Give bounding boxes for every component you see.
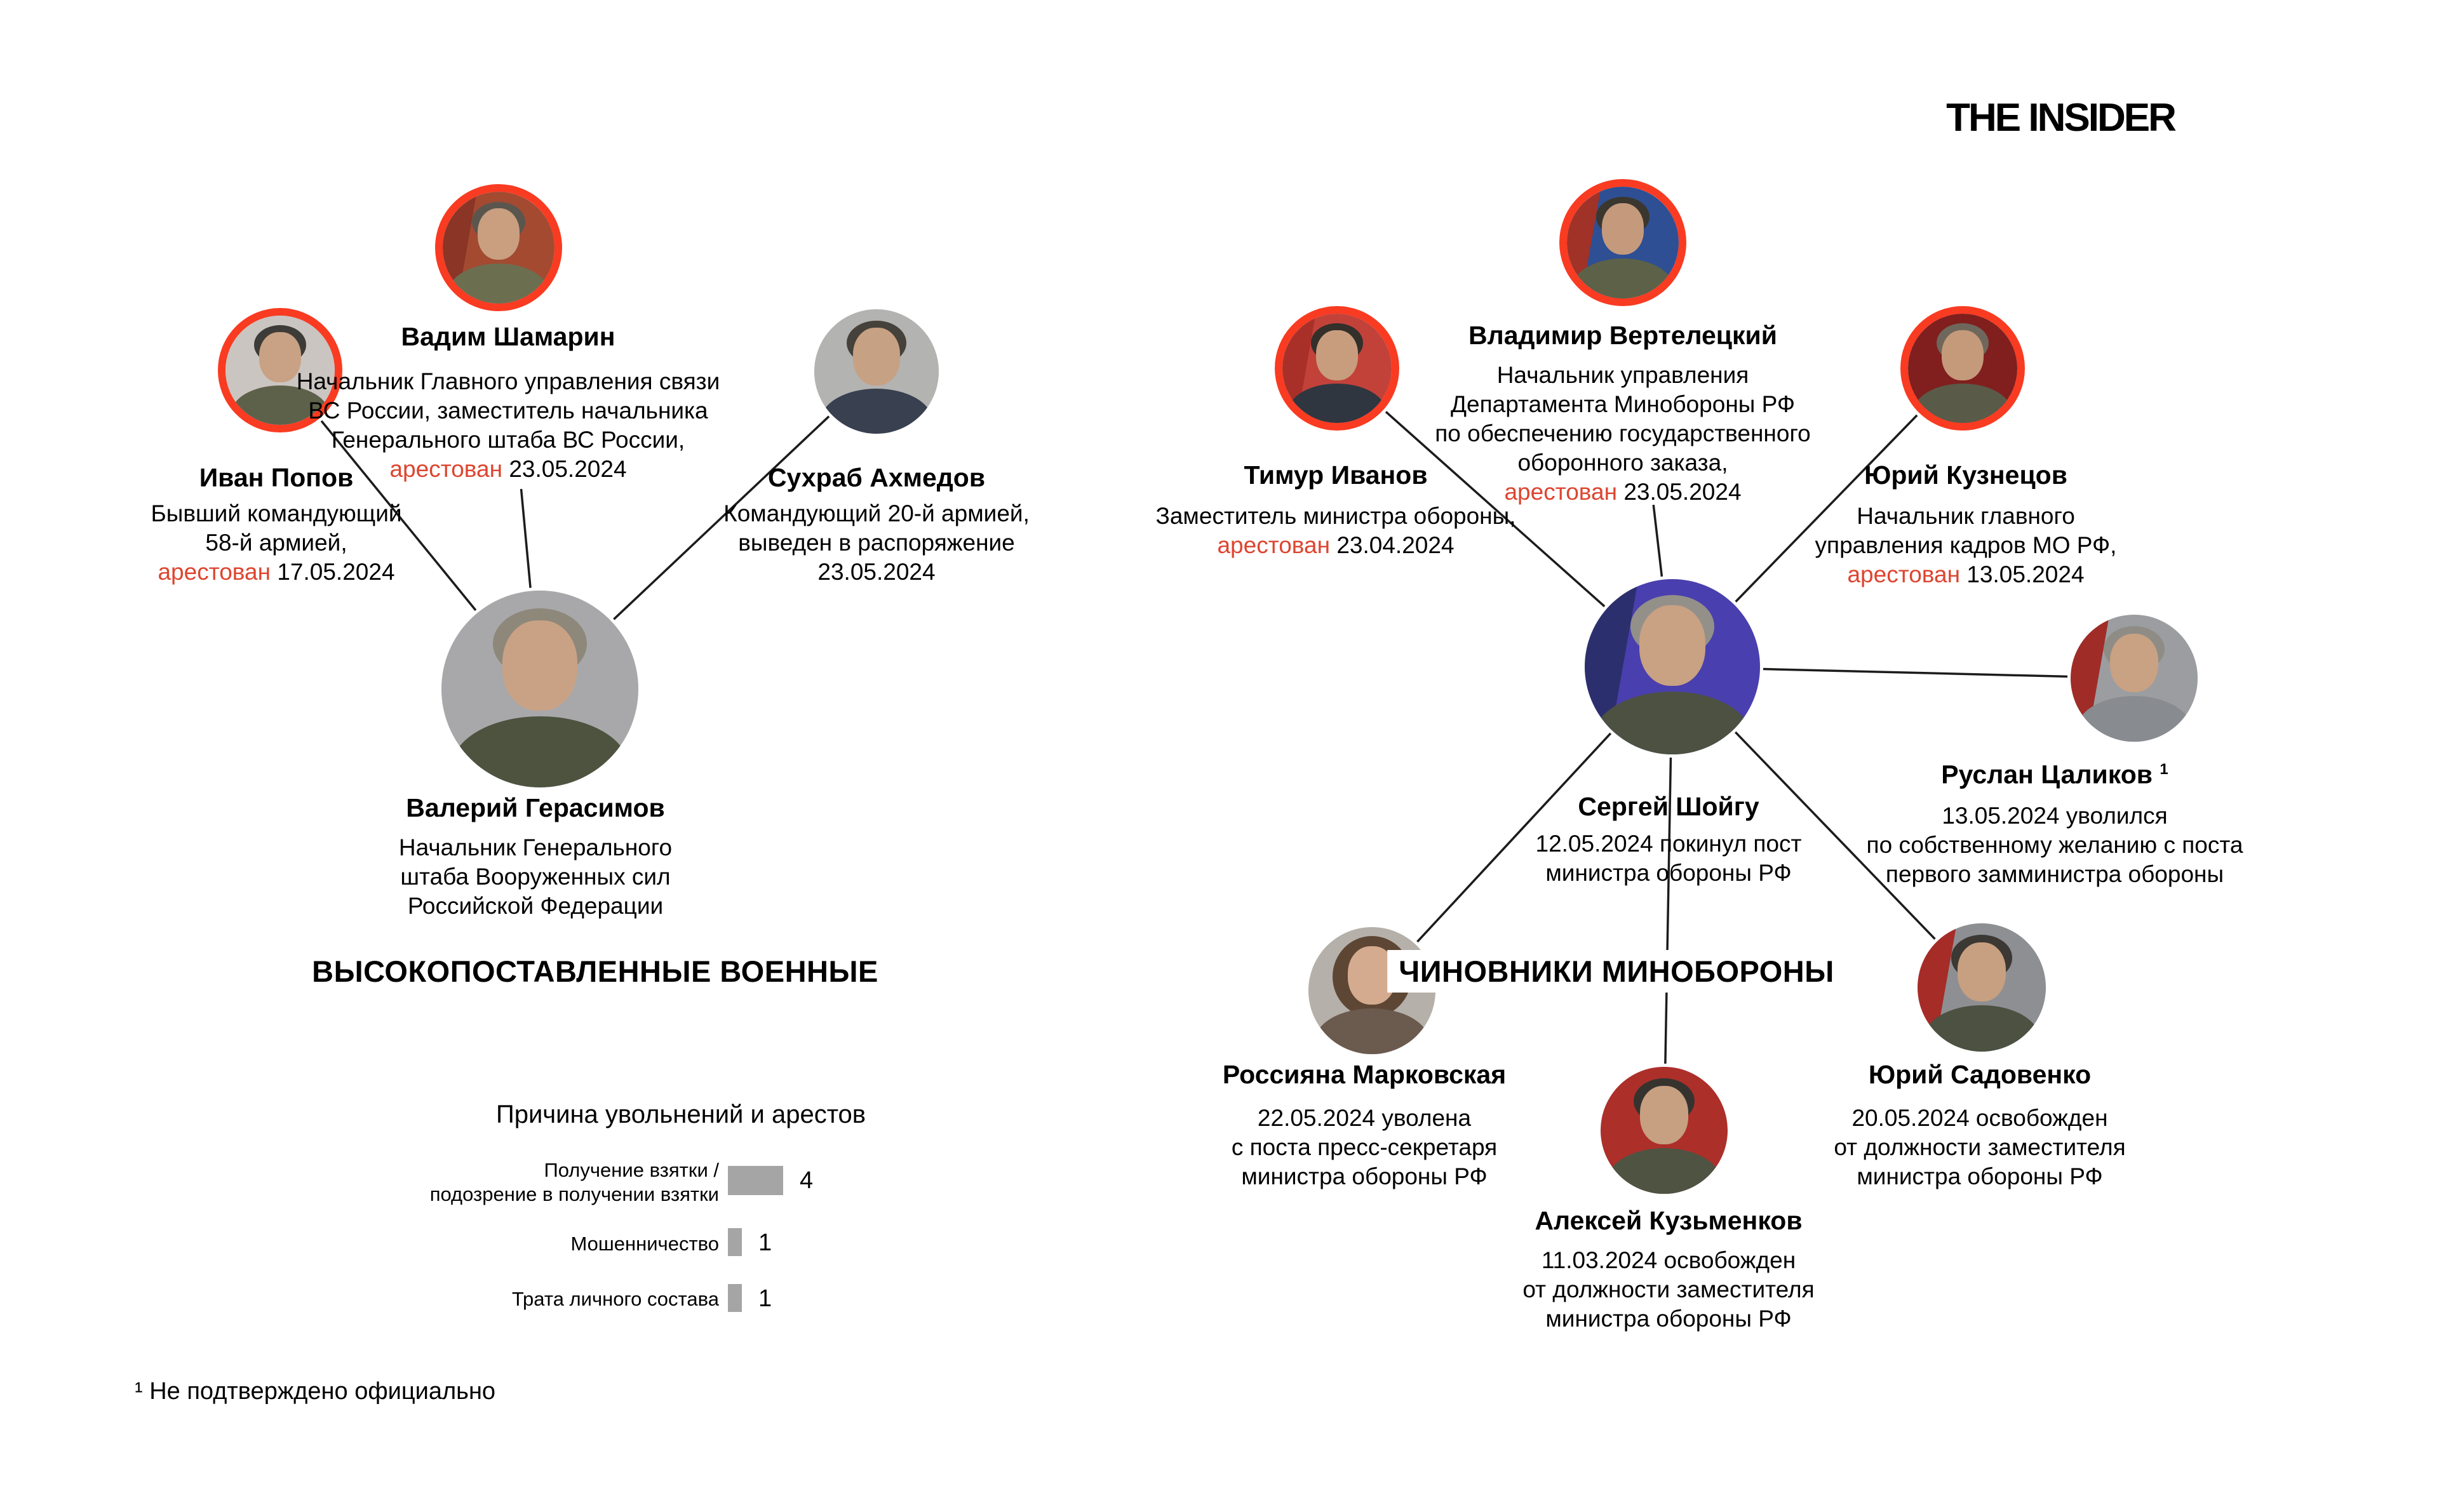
photo-background [1601,1067,1728,1194]
name-text: Вадим Шамарин [401,322,615,351]
photo-background [2071,615,2198,742]
person-kuzmenkov-name [1535,1205,1802,1236]
description-line [673,499,1080,528]
description-text: ВС России, заместитель начальника [308,398,708,424]
description-line [332,833,739,862]
description-text: по собственному желанию с поста [1866,832,2243,858]
person-verteletsky-name [1468,320,1777,351]
description-text: штаба Вооруженных сил [400,864,671,890]
photo-background [443,192,554,304]
person-tsalikov-description [1826,801,2283,889]
description-text: 23.05.2024 [502,456,627,482]
name-text: Алексей Кузьменков [1535,1206,1803,1235]
person-verteletsky-description [1394,361,1851,507]
section-title-officials: ЧИНОВНИКИ МИНОБОРОНЫ [1387,950,1846,993]
uniform-shape [1315,1008,1429,1054]
description-line [1750,502,2182,531]
description-text: 13.05.2024 уволился [1942,803,2168,829]
description-line [1155,1162,1574,1191]
uniform-shape [1594,692,1751,754]
person-ivanov-description [1120,502,1552,560]
description-line [1453,1246,1885,1275]
chart-category-label [356,1232,719,1256]
arrested-label: арестован [1504,479,1618,505]
uniform-shape [452,716,629,787]
description-text: 58-й армией, [205,530,347,556]
person-markovskaya-name [1223,1059,1506,1090]
description-text: министра обороны РФ [1545,860,1792,886]
arrested-label: арестован [1847,561,1961,587]
name-text: Валерий Герасимов [406,793,665,822]
uniform-shape [2077,696,2191,742]
description-line [1394,419,1851,448]
description-text: Начальник Генерального [398,834,673,860]
description-text: 11.03.2024 освобожден [1541,1247,1796,1273]
chart-label-line: Получение взятки / [544,1159,719,1181]
description-text: оборонного заказа, [1517,450,1728,476]
description-text: управления кадров МО РФ, [1815,532,2117,558]
photo-background [1908,314,2017,423]
description-line [260,367,756,396]
description-text: выведен в распоряжение [738,530,1015,556]
description-line [1770,1133,2189,1162]
edge-shamarin-gerasimov [521,489,531,588]
face-shape [1942,330,1983,380]
chart-label-line: подозрение в получении взятки [429,1183,719,1205]
description-line [1826,831,2283,860]
description-line [79,499,473,528]
description-text: 23.05.2024 [1617,479,1742,505]
person-sadovenko-photo [1918,923,2046,1052]
footnote: ¹ Не подтверждено официально [135,1378,496,1405]
person-shamarin-name [401,321,615,352]
description-text: 17.05.2024 [271,559,395,585]
arrested-label: арестован [1217,532,1331,558]
face-shape [853,328,900,385]
photo-background [1282,314,1392,423]
description-line [1453,1275,1885,1304]
description-text: 20.05.2024 освобожден [1851,1105,2108,1131]
description-text: 12.05.2024 покинул пост [1535,831,1802,857]
description-text: Начальник управления [1496,362,1749,388]
person-kuznetsov-photo [1900,306,2025,431]
description-line [332,862,739,892]
edge-verteletsky-shoigu [1653,505,1662,577]
description-line [1770,1104,2189,1133]
person-shoigu-description [1459,829,1878,888]
person-popov-description [79,499,473,587]
the-insider-logo: THE INSIDER [1946,96,2175,140]
description-line [1459,859,1878,888]
description-text: Начальник Главного управления связи [296,368,720,394]
chart-label-line: Мошенничество [570,1233,719,1255]
description-line [1394,448,1851,478]
person-tsalikov-photo [2071,615,2198,742]
description-text: Командующий 20-й армией, [723,500,1030,526]
person-shoigu-name [1578,791,1759,822]
description-text: министра обороны РФ [1241,1163,1488,1189]
description-line [260,455,756,484]
description-text: первого замминистра обороны [1885,861,2224,887]
name-text: Сергей Шойгу [1578,792,1759,821]
person-kuznetsov-description [1750,502,2182,589]
description-text: по обеспечению государственного [1435,420,1811,446]
name-text: Тимур Иванов [1244,460,1428,490]
uniform-shape [1924,1005,2039,1052]
description-text: 23.05.2024 [817,559,936,585]
description-text: 23.04.2024 [1330,532,1455,558]
name-text: Руслан Цаликов [1941,759,2153,789]
photo-background [814,309,939,434]
description-line [1155,1104,1574,1133]
face-shape [1958,942,2006,1001]
description-text: министра обороны РФ [1545,1306,1792,1332]
chart-category-label [356,1158,719,1207]
person-gerasimov-photo [441,591,638,787]
chart-label-line: Трата личного состава [511,1288,719,1310]
name-text: Иван Попов [199,463,354,492]
description-text: Начальник главного [1857,503,2075,529]
description-line [673,528,1080,558]
person-akhmedov-photo [814,309,939,434]
person-shoigu-photo [1585,579,1760,754]
description-line [332,892,739,921]
person-gerasimov-description [332,833,739,921]
chart-title: Причина увольнений и арестов [495,1101,866,1128]
description-text: от должности заместителя [1522,1276,1815,1302]
face-shape [2110,634,2158,692]
edge-tsalikov-shoigu [1763,669,2067,677]
description-line [673,558,1080,587]
description-text: Генерального штаба ВС России, [331,427,685,453]
description-text: Бывший командующий [151,500,402,526]
person-tsalikov-name [1941,754,2168,790]
description-line [260,396,756,425]
description-text: министра обороны РФ [1857,1163,2103,1189]
person-akhmedov-description [673,499,1080,587]
description-line [1394,361,1851,390]
description-line [1826,860,2283,889]
description-text: от должности заместителя [1834,1134,2126,1160]
uniform-shape [1607,1148,1721,1194]
description-text: с поста пресс-секретаря [1231,1134,1498,1160]
photo-background [1918,923,2046,1052]
face-shape [1639,605,1706,686]
uniform-shape [821,389,932,434]
description-text: Заместитель министра обороны, [1155,503,1516,529]
description-line [1750,531,2182,560]
face-shape [478,208,520,260]
section-title-military: ВЫСОКОПОСТАВЛЕННЫЕ ВОЕННЫЕ [300,950,890,993]
person-verteletsky-photo [1559,179,1686,306]
name-text: Россияна Марковская [1222,1060,1507,1089]
person-sadovenko-name [1869,1059,2091,1090]
face-shape [1640,1086,1688,1144]
description-line [1155,1133,1574,1162]
description-text: Департамента Минобороны РФ [1450,391,1796,417]
chart-bar [728,1228,742,1256]
person-akhmedov-name [768,462,985,493]
description-line [1826,801,2283,831]
arrested-label: арестован [158,559,271,585]
arrested-label: арестован [389,456,503,482]
chart-value: 4 [800,1167,814,1194]
photo-background [441,591,638,787]
person-shamarin-photo [435,184,562,311]
chart-bar [728,1284,742,1312]
face-shape [502,620,577,711]
description-line [79,558,473,587]
description-line [1459,829,1878,859]
description-line [260,425,756,455]
description-line [1394,390,1851,419]
photo-background [1567,187,1679,298]
face-shape [1316,330,1357,380]
name-text: Владимир Вертелецкий [1468,321,1777,350]
chart-bar [728,1166,783,1195]
person-kuzmenkov-description [1453,1246,1885,1334]
description-line [1120,531,1552,560]
person-kuznetsov-name [1864,460,2067,490]
person-sadovenko-description [1770,1104,2189,1191]
person-shamarin-description [260,367,756,484]
photo-background [1585,579,1760,754]
description-line [1750,560,2182,589]
description-text: 13.05.2024 [1960,561,2085,587]
person-kuzmenkov-photo [1601,1067,1728,1194]
description-line [1453,1304,1885,1334]
chart-category-label [356,1287,719,1311]
footnote-marker: 1 [2160,761,2168,778]
description-line [1770,1162,2189,1191]
chart-value: 1 [758,1229,772,1256]
description-line [79,528,473,558]
person-markovskaya-description [1155,1104,1574,1191]
description-text: 22.05.2024 уволена [1257,1105,1472,1131]
description-text: Российской Федерации [407,893,664,919]
name-text: Юрий Кузнецов [1864,460,2067,490]
chart-value: 1 [758,1285,772,1312]
name-text: Сухраб Ахмедов [767,463,986,492]
face-shape [1602,203,1644,255]
name-text: Юрий Садовенко [1868,1060,2092,1089]
person-ivanov-photo [1275,306,1399,431]
person-gerasimov-name [406,793,664,823]
